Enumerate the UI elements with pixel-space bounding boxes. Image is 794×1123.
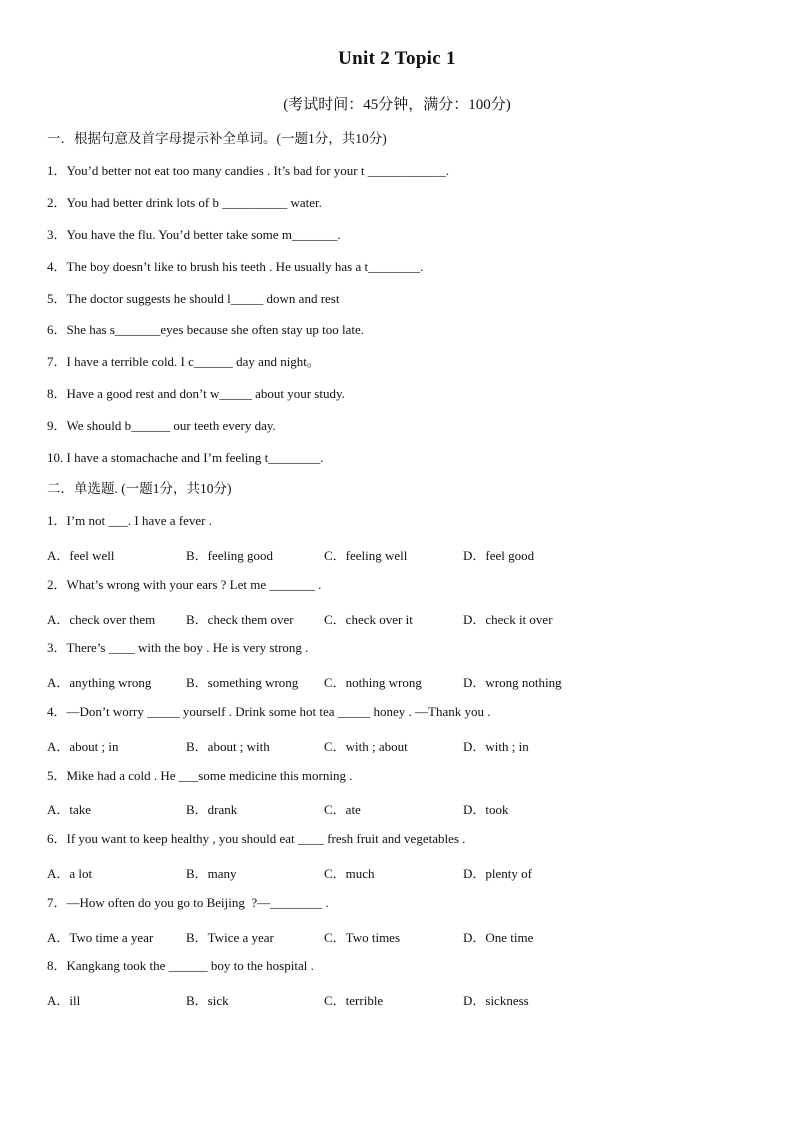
option-a: A．Two time a year (47, 930, 154, 945)
option-a: A．take (47, 802, 92, 817)
option-d: D．One time (463, 930, 534, 945)
option-c: C．ate (324, 802, 361, 817)
section-heading-fill-in: 一．根据句意及首字母提示补全单词。(一题1分，共10分) (47, 131, 387, 146)
option-d: D．feel good (463, 548, 535, 563)
question-text: 5．Mike had a cold . He ___some medicine this morning . (47, 768, 353, 783)
option-b: B．drank (186, 802, 238, 817)
option-c: C．with ; about (324, 739, 408, 754)
fill-in-item: 7．I have a terrible cold. I c______ day and night。 (47, 354, 320, 369)
answer-options (47, 736, 747, 752)
question-text: 1．I’m not ___. I have a fever . (47, 513, 212, 528)
exam-info: (考试时间：45分钟，满分：100分) (283, 97, 511, 113)
option-d: D．wrong nothing (463, 675, 562, 690)
fill-in-item: 10. I have a stomachache and I’m feeling t________. (47, 450, 324, 465)
section-heading-multiple-choice: 二．单选题. (一题1分，共10分) (47, 481, 232, 496)
option-b: B．sick (186, 993, 229, 1008)
option-d: D．took (463, 802, 509, 817)
option-b: B．something wrong (186, 675, 299, 690)
question-text: 3．There’s ____ with the boy . He is very strong . (47, 640, 309, 655)
fill-in-item: 2．You had better drink lots of b __________ water. (47, 195, 322, 210)
answer-options (47, 863, 747, 879)
fill-in-item: 3．You have the flu. You’d better take some m_______. (47, 227, 341, 242)
option-a: A．feel well (47, 548, 115, 563)
answer-options (47, 799, 747, 815)
question-text: 2．What’s wrong with your ears ? Let me _______ . (47, 577, 322, 592)
option-a: A．a lot (47, 866, 93, 881)
answer-options (47, 927, 747, 943)
option-b: B．check them over (186, 612, 294, 627)
fill-in-item: 9．We should b______ our teeth every day. (47, 418, 276, 433)
answer-options (47, 672, 747, 688)
option-c: C．nothing wrong (324, 675, 422, 690)
fill-in-item: 5．The doctor suggests he should l_____ down and rest (47, 291, 340, 306)
fill-in-item: 8．Have a good rest and don’t w_____ about your study. (47, 386, 345, 401)
option-a: A．ill (47, 993, 81, 1008)
option-d: D．with ; in (463, 739, 529, 754)
fill-in-item: 4．The boy doesn’t like to brush his teeth . He usually has a t________. (47, 259, 424, 274)
page-title: Unit 2 Topic 1 (338, 48, 456, 69)
option-d: D．check it over (463, 612, 553, 627)
option-a: A．about ; in (47, 739, 119, 754)
option-c: C．much (324, 866, 375, 881)
option-b: B．many (186, 866, 237, 881)
fill-in-item: 6．She has s_______eyes because she often stay up too late. (47, 322, 364, 337)
question-text: 6．If you want to keep healthy , you should eat ____ fresh fruit and vegetables . (47, 831, 466, 846)
option-a: A．check over them (47, 612, 156, 627)
option-c: C．feeling well (324, 548, 408, 563)
question-text: 7．—How often do you go to Beijing ?—________ . (47, 895, 329, 910)
answer-options (47, 609, 747, 625)
option-c: C．terrible (324, 993, 384, 1008)
option-b: B．about ; with (186, 739, 270, 754)
option-c: C．Two times (324, 930, 401, 945)
option-b: B．feeling good (186, 548, 274, 563)
option-d: D．sickness (463, 993, 529, 1008)
question-text: 4．—Don’t worry _____ yourself . Drink some hot tea _____ honey . —Thank you . (47, 704, 491, 719)
answer-options (47, 545, 747, 561)
option-a: A．anything wrong (47, 675, 152, 690)
option-c: C．check over it (324, 612, 413, 627)
fill-in-item: 1．You’d better not eat too many candies . It’s bad for your t ____________. (47, 163, 449, 178)
option-b: B．Twice a year (186, 930, 274, 945)
option-d: D．plenty of (463, 866, 532, 881)
answer-options (47, 990, 747, 1006)
question-text: 8．Kangkang took the ______ boy to the hospital . (47, 958, 314, 973)
